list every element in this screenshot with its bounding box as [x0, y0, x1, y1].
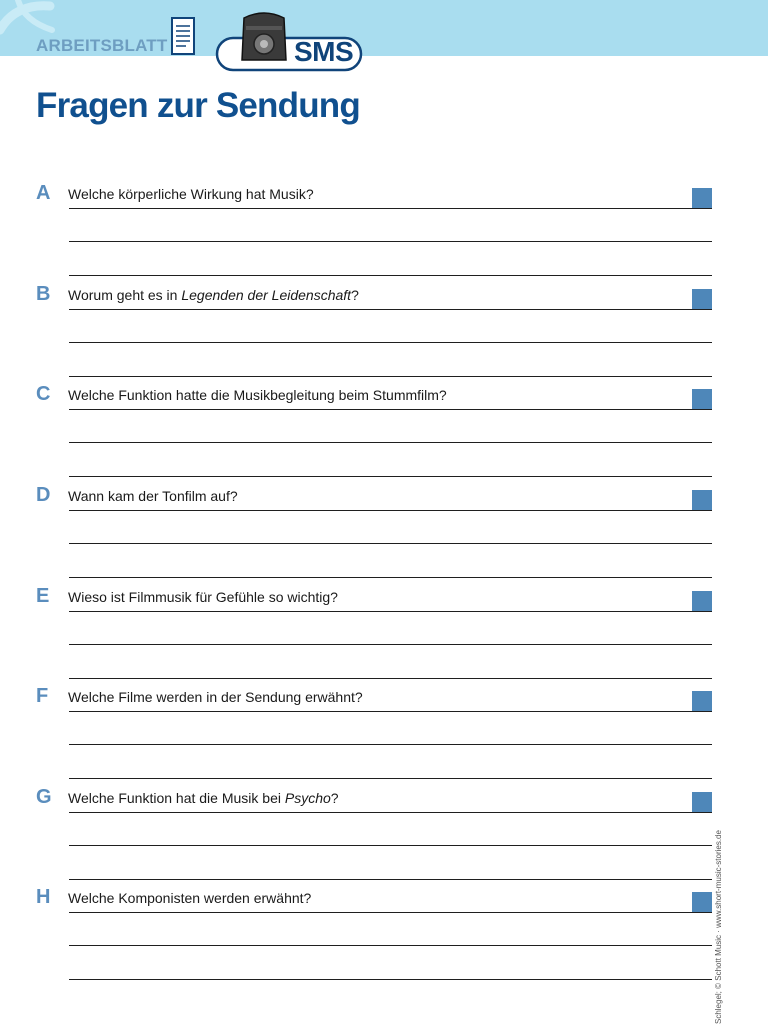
answer-line[interactable]: [69, 711, 712, 712]
answer-line[interactable]: [69, 778, 712, 779]
answer-line[interactable]: [69, 845, 712, 846]
question-c: [0, 383, 768, 483]
question-letter: C: [36, 383, 51, 405]
answer-checkbox[interactable]: [692, 289, 712, 309]
answer-checkbox[interactable]: [692, 591, 712, 611]
page-title: Fragen zur Sendung: [36, 86, 360, 125]
worksheet-label: ARBEITSBLATT: [36, 36, 168, 55]
answer-line[interactable]: [69, 644, 712, 645]
question-letter: D: [36, 484, 51, 506]
question-a: [0, 182, 768, 282]
question-letter: F: [36, 685, 49, 707]
answer-line[interactable]: [69, 577, 712, 578]
answer-line[interactable]: [69, 678, 712, 679]
answer-line[interactable]: [69, 442, 712, 443]
question-letter: B: [36, 283, 51, 305]
question-f: [0, 685, 768, 785]
side-credit: Schlegel; © Schott Music · www.short-music-stories.de: [714, 830, 723, 1024]
answer-line[interactable]: [69, 208, 712, 209]
question-text: Welche Komponisten werden erwähnt?: [68, 890, 312, 906]
question-e: [0, 585, 768, 685]
answer-line[interactable]: [69, 812, 712, 813]
answer-line[interactable]: [69, 376, 712, 377]
question-letter: A: [36, 182, 51, 204]
answer-line[interactable]: [69, 945, 712, 946]
document-icon: [168, 14, 198, 58]
question-text: Welche Funktion hat die Musik bei Psycho?: [68, 790, 339, 806]
question-text: Wieso ist Filmmusik für Gefühle so wichtig?: [68, 589, 338, 605]
answer-line[interactable]: [69, 979, 712, 980]
answer-line[interactable]: [69, 912, 712, 913]
answer-line[interactable]: [69, 342, 712, 343]
answer-line[interactable]: [69, 879, 712, 880]
answer-checkbox[interactable]: [692, 389, 712, 409]
question-letter: E: [36, 585, 50, 607]
answer-line[interactable]: [69, 275, 712, 276]
answer-checkbox[interactable]: [692, 792, 712, 812]
question-h: [0, 886, 768, 986]
question-letter: G: [36, 786, 52, 808]
question-letter: H: [36, 886, 51, 908]
answer-checkbox[interactable]: [692, 490, 712, 510]
answer-line[interactable]: [69, 543, 712, 544]
question-d: [0, 484, 768, 584]
question-g: [0, 786, 768, 886]
answer-checkbox[interactable]: [692, 691, 712, 711]
answer-line[interactable]: [69, 476, 712, 477]
question-text: Wann kam der Tonfilm auf?: [68, 488, 238, 504]
answer-line[interactable]: [69, 744, 712, 745]
question-text: Welche Funktion hatte die Musikbegleitung beim Stummfilm?: [68, 387, 447, 403]
question-text: Welche Filme werden in der Sendung erwähnt?: [68, 689, 363, 705]
answer-line[interactable]: [69, 241, 712, 242]
answer-line[interactable]: [69, 611, 712, 612]
answer-checkbox[interactable]: [692, 188, 712, 208]
answer-checkbox[interactable]: [692, 892, 712, 912]
radio-icon: [242, 13, 286, 60]
answer-line[interactable]: [69, 309, 712, 310]
question-text: Worum geht es in Legenden der Leidenschaft?: [68, 287, 359, 303]
question-b: [0, 283, 768, 383]
question-text: Welche körperliche Wirkung hat Musik?: [68, 186, 314, 202]
answer-line[interactable]: [69, 510, 712, 511]
answer-line[interactable]: [69, 409, 712, 410]
sms-logo-text: SMS: [294, 36, 354, 67]
